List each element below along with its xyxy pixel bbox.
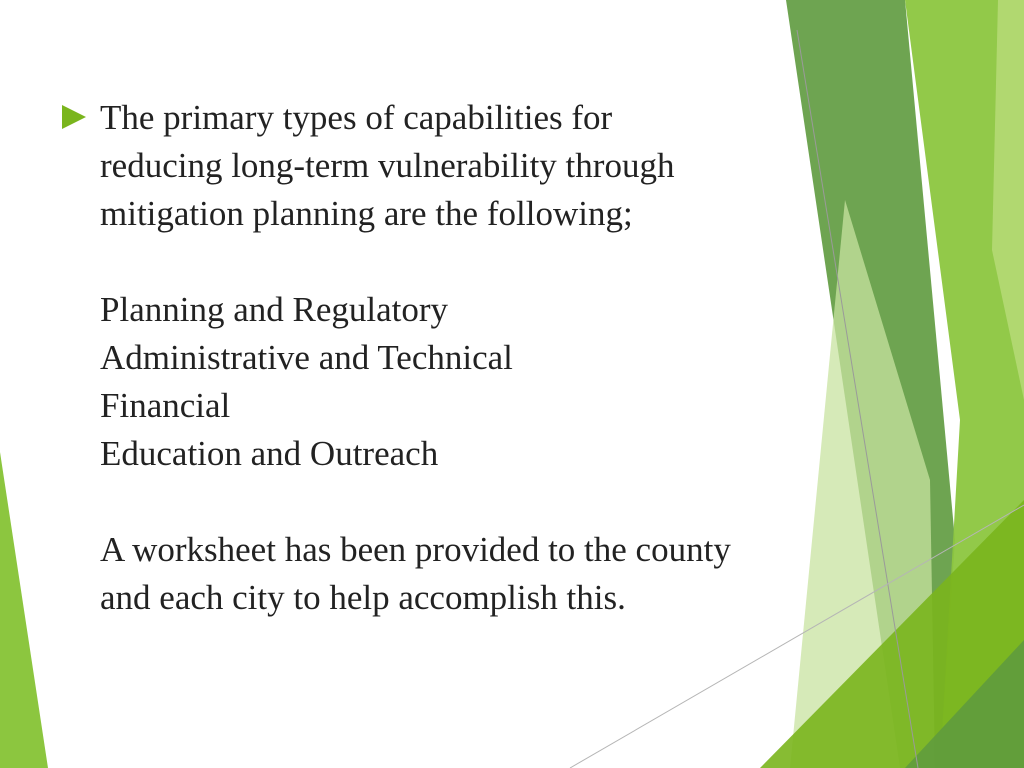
spacer (100, 238, 840, 286)
bullet-text (100, 94, 840, 622)
capability-item: Financial (100, 386, 231, 425)
capability-item: Administrative and Technical (100, 338, 513, 377)
intro-line: reducing long-term vulnerability through (100, 146, 675, 185)
closing-line: A worksheet has been provided to the county (100, 530, 731, 569)
closing-line: and each city to help accomplish this. (100, 578, 626, 617)
intro-line: mitigation planning are the following; (100, 194, 633, 233)
capability-item: Planning and Regulatory (100, 290, 449, 329)
play-triangle-icon (62, 105, 86, 129)
spacer (100, 478, 840, 526)
intro-line: The primary types of capabilities for (100, 98, 613, 137)
capability-item: Education and Outreach (100, 434, 439, 473)
left-edge-shape (0, 452, 48, 768)
